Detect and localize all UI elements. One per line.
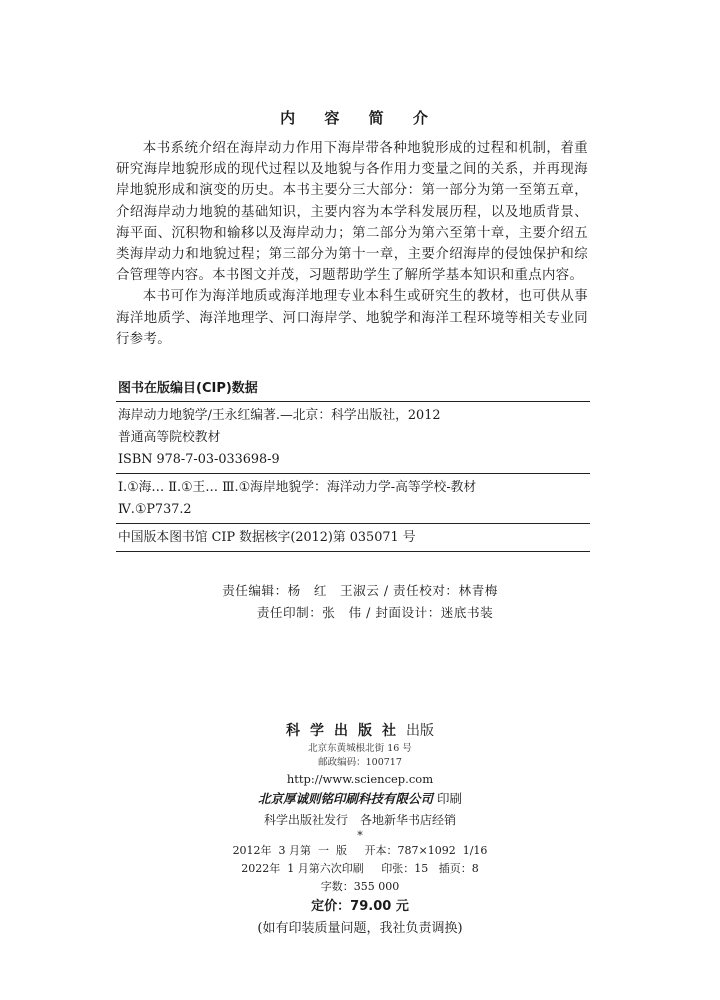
cip-subject-line-2: Ⅳ.①P737.2	[118, 502, 192, 517]
page-title: 内 容 简 介	[280, 109, 440, 127]
printer-name: 北京厚诚则铭印刷科技有限公司	[257, 791, 433, 806]
publisher-name-suffix: 出版	[406, 723, 434, 739]
credits-editors: 责任编辑：杨 红 王淑云 / 责任校对：林青梅	[222, 583, 498, 598]
separator-star: *	[357, 829, 363, 842]
printing-line: 2022年 1 月第六次印刷 印张：15 插页：8	[241, 862, 479, 875]
cip-section	[116, 377, 590, 552]
publisher-address: 北京东黄城根北街 16 号	[308, 743, 412, 754]
credits-section	[0, 580, 720, 624]
publisher-postcode: 邮政编码：100717	[318, 757, 402, 768]
cip-core-block	[116, 524, 590, 551]
publisher-section	[0, 720, 720, 940]
word-count: 字数：355 000	[320, 880, 400, 893]
publisher-name: 科学出版社	[286, 723, 406, 739]
summary-paragraph-1: 本书系统介绍在海岸动力作用下海岸带各种地貌形成的过程和机制，着重研究海岸地貌形成的现代过程以及地貌与各作用力变量之间的关系，并再现海岸地貌形成和演变的历史。本书主要分三大部分：第一部分为第一至第五章，介绍海岸动力地貌的基础知识，主要内容为本学科发展历程，以及地质背景、海平面、沉积物和输移以及海岸动力；第二部分为第六至第十章，主要介绍五类海岸动力和地貌过程；第三部分为第十一章，主要介绍海岸的侵蚀保护和综合管理等内容。本书图文并茂，习题帮助学生了解所学基本知识和重点内容。	[116, 141, 588, 284]
cip-subject-block	[116, 474, 590, 523]
cip-series: 普通高等院校教材	[118, 430, 221, 445]
edition-line: 2012年 3 月第 一 版 开本：787×1092 1/16	[232, 844, 488, 857]
cip-core-number: 中国版本图书馆 CIP 数据核字(2012)第 035071 号	[118, 530, 416, 545]
cip-heading: 图书在版编目(CIP)数据	[118, 381, 258, 396]
credits-production: 责任印制：张 伟 / 封面设计：迷底书装	[256, 605, 494, 620]
publisher-name-line	[0, 720, 720, 742]
cip-rule-bottom	[116, 551, 590, 552]
printer-suffix: 印刷	[436, 791, 462, 806]
cip-subject-line-1: Ⅰ.①海… Ⅱ.①王… Ⅲ.①海岸地貌学：海洋动力学-高等学校-教材	[118, 480, 477, 495]
price: 定价：79.00 元	[311, 899, 409, 914]
summary-section	[116, 138, 588, 350]
printer-line	[0, 788, 720, 810]
summary-paragraph-2: 本书可作为海洋地质或海洋地理专业本科生或研究生的教材，也可供从事海洋地质学、海洋地理学、河口海岸学、地貌学和海洋工程环境等相关专业同行参考。	[116, 289, 588, 347]
quality-note: (如有印装质量问题，我社负责调换)	[257, 921, 463, 936]
distribution-line: 科学出版社发行 各地新华书店经销	[263, 813, 456, 827]
publisher-url: http://www.sciencep.com	[286, 772, 434, 786]
cip-isbn: ISBN 978-7-03-033698-9	[118, 452, 280, 467]
cip-record: 海岸动力地貌学/王永红编著.—北京：科学出版社，2012	[118, 408, 441, 423]
cip-record-block	[116, 402, 590, 473]
